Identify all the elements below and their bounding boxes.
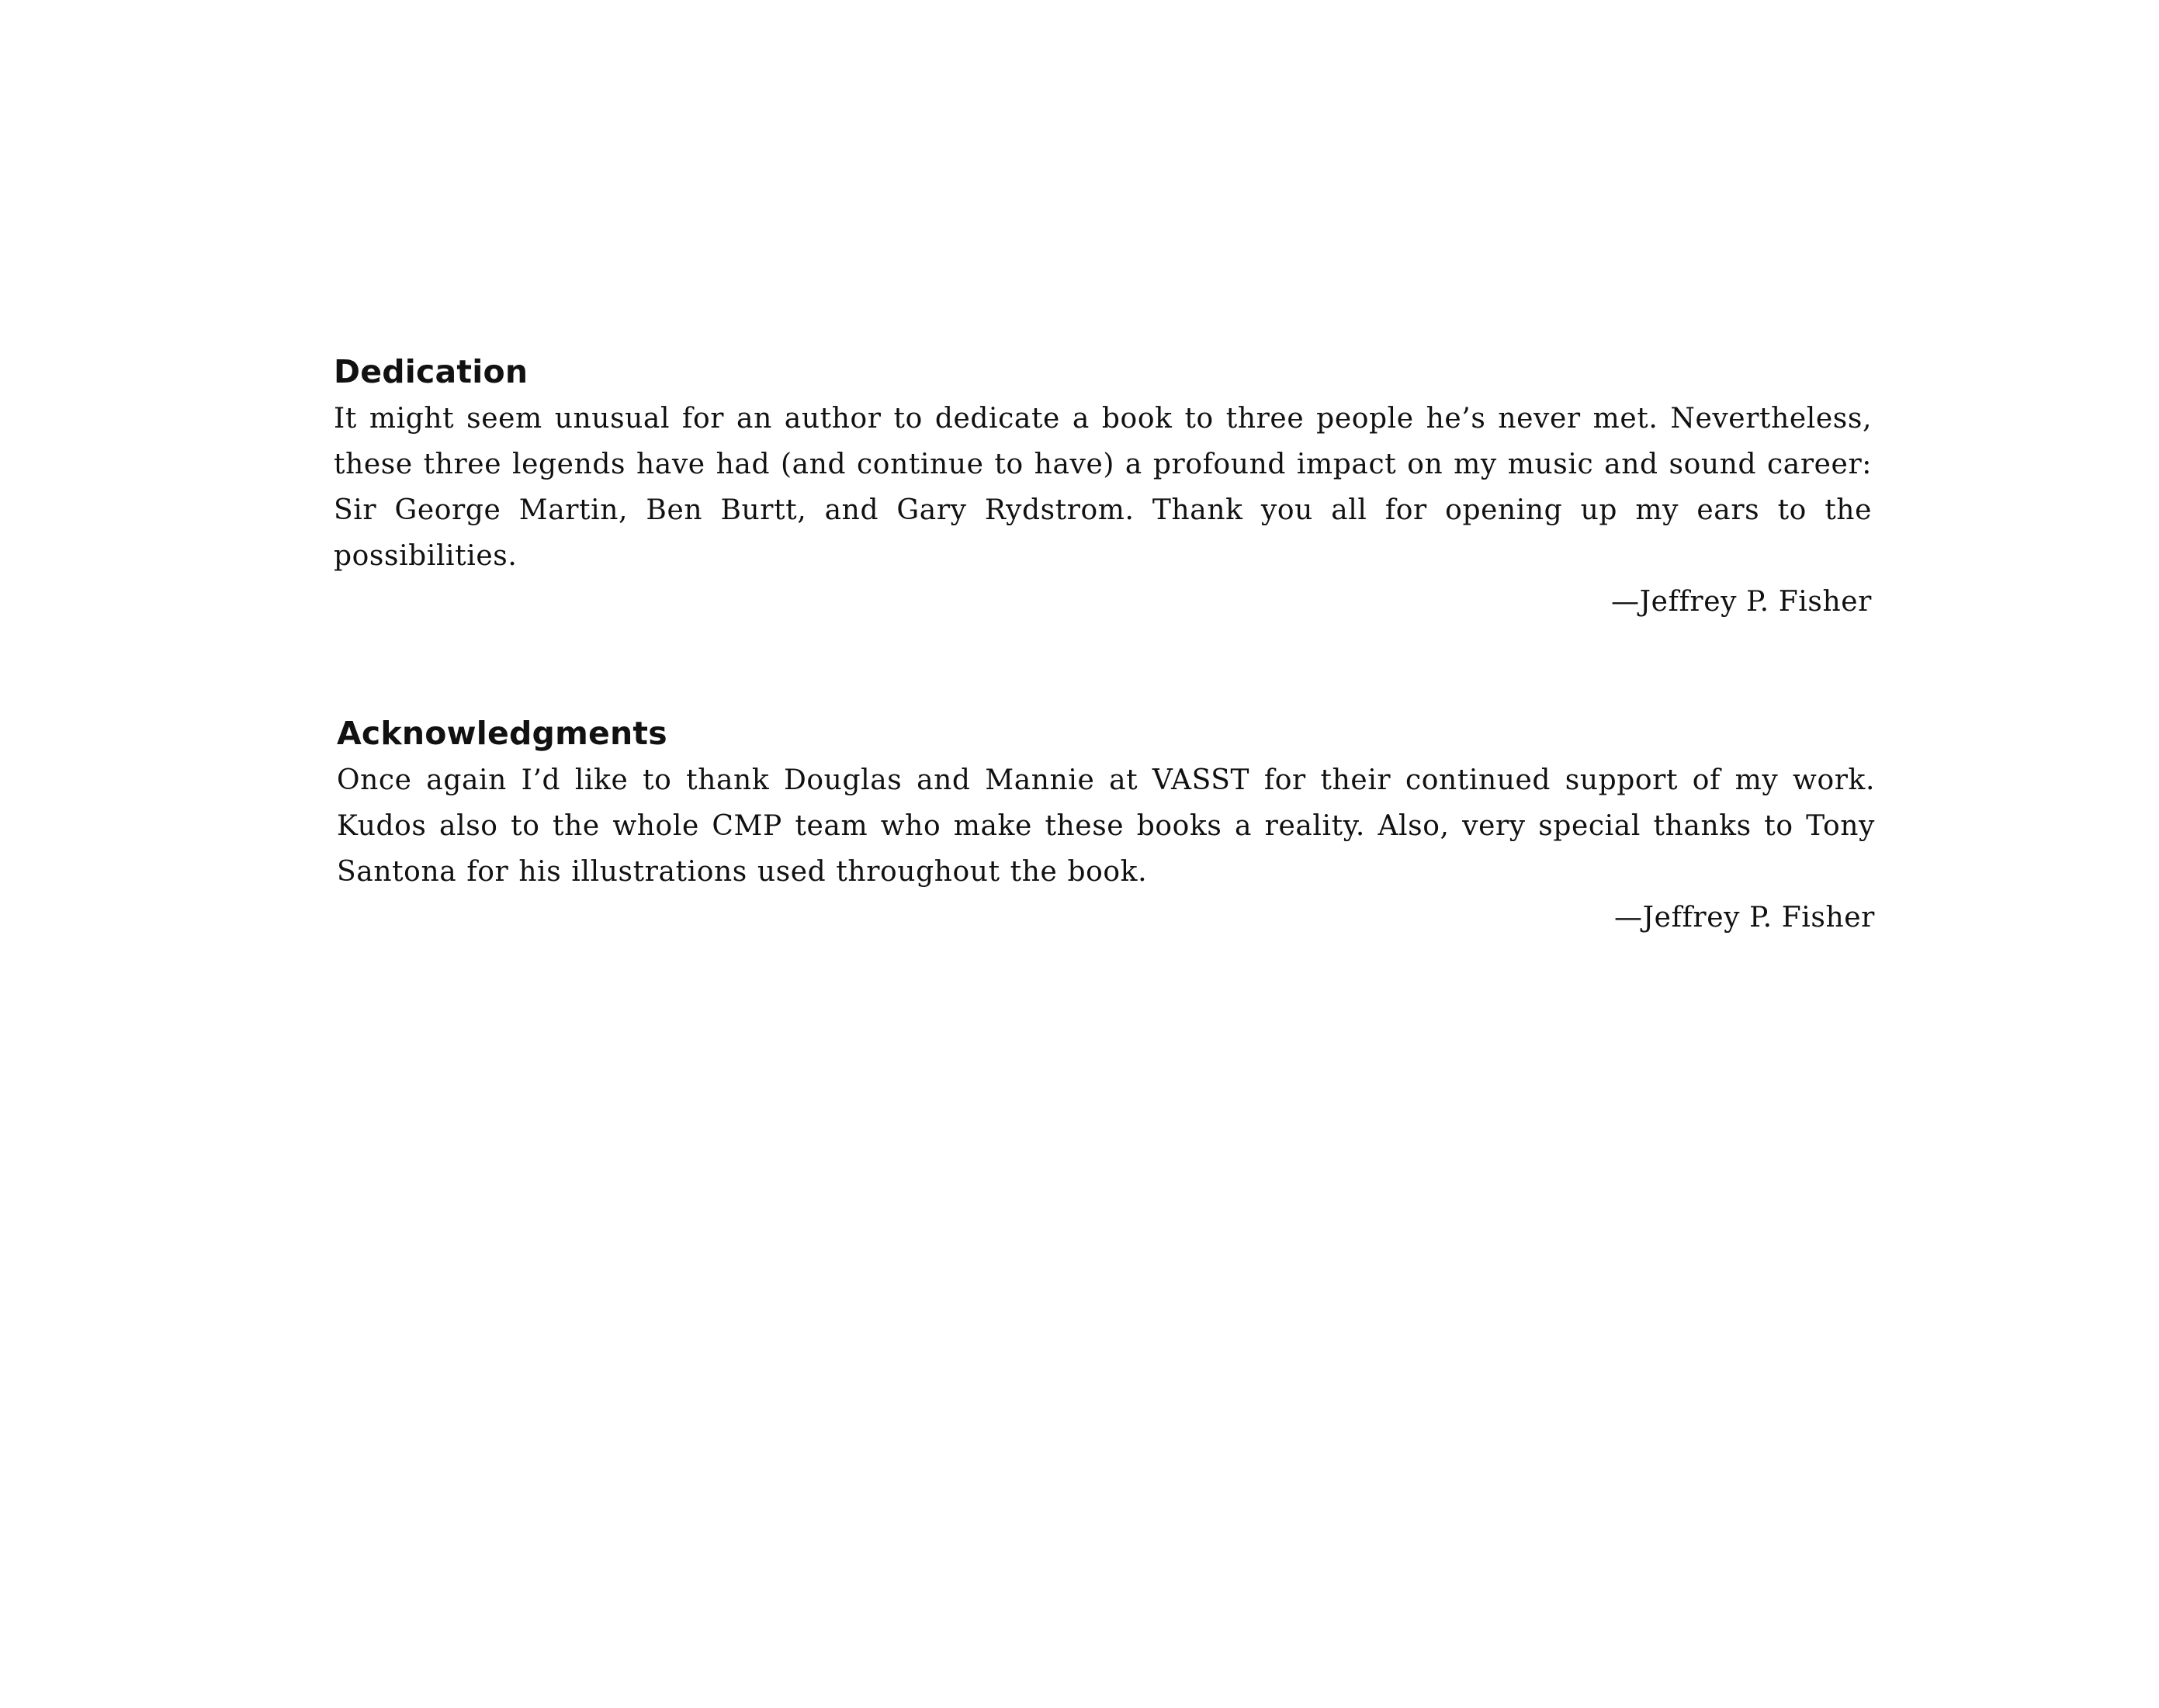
dedication-signature: —Jeffrey P. Fisher (1611, 586, 1872, 618)
acknowledgments-body: Once again I’d like to thank Douglas and Mannie at VASST for their continued support of my work. Kudos also to the whole CMP team who make these books a reality. Also, very special thanks to Tony Santona for his illustrations used throughout the book. (337, 764, 1875, 888)
acknowledgments-section (337, 712, 1875, 941)
dedication-section (334, 351, 1872, 625)
dedication-heading: Dedication (334, 353, 528, 390)
dedication-body: It might seem unusual for an author to dedicate a book to three people he’s never met. Nevertheless, these three legends have had (and continue to have) a profound impact on my music and sound career: Sir George Martin, Ben Burtt, and Gary Rydstrom. Thank you all for opening up my ears to the possibilities. (334, 403, 1872, 572)
acknowledgments-heading: Acknowledgments (337, 715, 667, 752)
acknowledgments-signature: —Jeffrey P. Fisher (1614, 902, 1875, 934)
